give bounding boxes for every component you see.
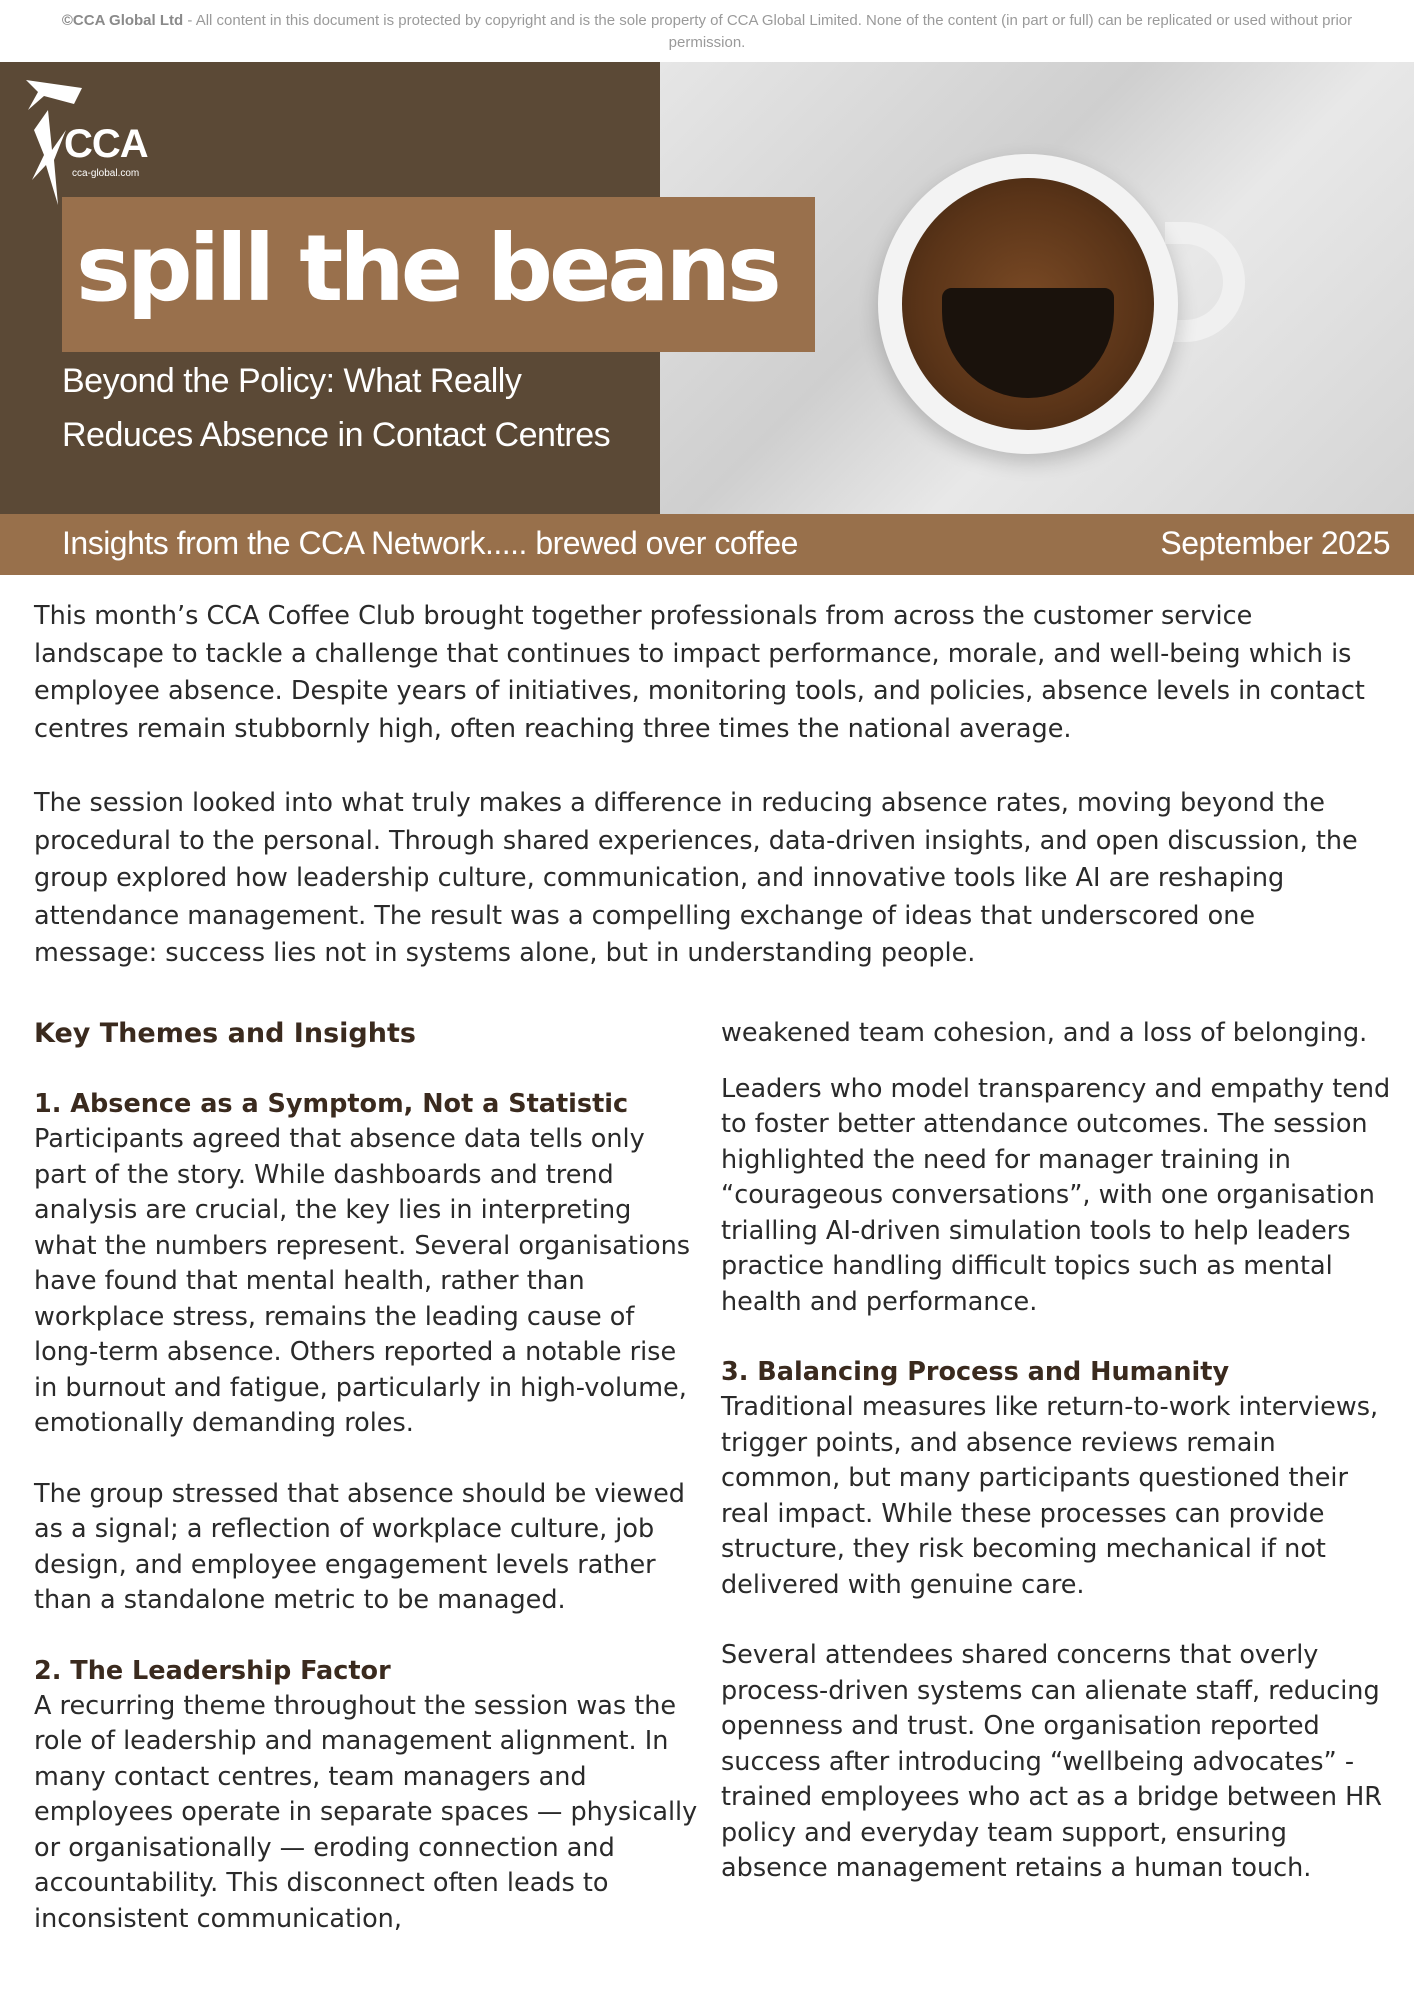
cup-handle — [1165, 222, 1245, 342]
smile-foam — [942, 288, 1114, 398]
theme-paragraph: Traditional measures like return-to-work interviews, trigger points, and absence reviews remain common, but many participants questioned their real impact. While these processes can provide structure, they risk becoming mechanical if not delivered with genuine care. — [721, 1392, 1379, 1600]
newsletter-title: spill the beans — [76, 215, 778, 322]
intro-paragraph: The session looked into what truly makes a difference in reducing absence rates, moving beyond the procedural to the personal. Through shared experiences, data-driven insights, and open discussion, the group explored how leadership culture, communication, and innovative tools like AI are reshaping attendance management. The result was a compelling exchange of ideas that underscored one message: success lies not in systems alone, but in understanding people. — [34, 788, 1358, 968]
tagline: Insights from the CCA Network..... brewed over coffee — [62, 525, 798, 561]
coffee-cup — [878, 154, 1178, 454]
issue-date: September 2025 — [1160, 525, 1390, 561]
copyright-owner: ©CCA Global Ltd — [61, 12, 184, 29]
hero-panel — [0, 62, 778, 514]
copyright-text: - All content in this document is protected by copyright and is the sole property of CCA Global Limited. None of the content (in part or full) can be replicated or used without prior permission. — [183, 12, 1353, 51]
theme-title: 3. Balancing Process and Humanity — [721, 1357, 1230, 1387]
theme-paragraph: Leaders who model transparency and empathy tend to foster better attendance outcomes. The session highlighted the need for manager training in “courageous conversations”, with one organisation trialling AI-driven simulation tools to help leaders practice handling difficult topics such as mental health and performance. — [721, 1073, 1391, 1317]
tagline-band — [0, 514, 1414, 575]
theme-paragraph: Participants agreed that absence data tells only part of the story. While dashboards and trend analysis are crucial, the key lies in interpreting what the numbers represent. Several organisations have found that mental health, rather than workplace stress, remains the leading cause of long-term absence. Others reported a notable rise in burnout and fatigue, particularly in high-volume, emotionally demanding roles. — [34, 1124, 691, 1438]
coffee — [902, 178, 1154, 430]
cca-logo — [24, 74, 164, 204]
theme-paragraph: The group stressed that absence should be viewed as a signal; a reflection of workplace culture, job design, and employee engagement levels rather than a standalone metric to be managed. — [34, 1478, 685, 1615]
right-column — [721, 1016, 1393, 1922]
issue-subtitle: Beyond the Policy: What Really Reduces Absence in Contact Centres — [62, 362, 611, 454]
title-box — [62, 197, 815, 352]
hero-banner — [0, 62, 1414, 514]
theme-paragraph: Several attendees shared concerns that overly process-driven systems can alienate staff, reducing openness and trust. One organisation reported success after introducing “wellbeing advocates” - trained employees who act as a bridge between HR policy and everyday team support, ensuring absence management retains a human touch. — [721, 1640, 1383, 1883]
theme-paragraph: A recurring theme throughout the session was the role of leadership and management alignment. In many contact centres, team managers and employees operate in separate spaces — physically or organisationally — eroding connection and accountability. This disconnect often leads to inconsistent communication, — [34, 1690, 698, 1934]
intro-paragraph: This month’s CCA Coffee Club brought together professionals from across the customer service landscape to tackle a challenge that continues to impact performance, morale, and well-being which is employee absence. Despite years of initiatives, monitoring tools, and policies, absence levels in contact centres remain stubbornly high, often reaching three times the national average. — [34, 601, 1365, 744]
flag-icon — [24, 74, 84, 114]
theme-title: 2. The Leadership Factor — [34, 1655, 391, 1686]
continued-text: weakened team cohesion, and a loss of belonging. — [721, 1018, 1368, 1048]
copyright-notice — [40, 10, 1374, 54]
logo-url: cca-global.com — [72, 168, 140, 179]
logo-text: CCA — [64, 122, 148, 166]
section-heading: Key Themes and Insights — [34, 1018, 416, 1049]
theme-title: 1. Absence as a Symptom, Not a Statistic — [34, 1089, 629, 1119]
left-column — [34, 1016, 699, 2008]
